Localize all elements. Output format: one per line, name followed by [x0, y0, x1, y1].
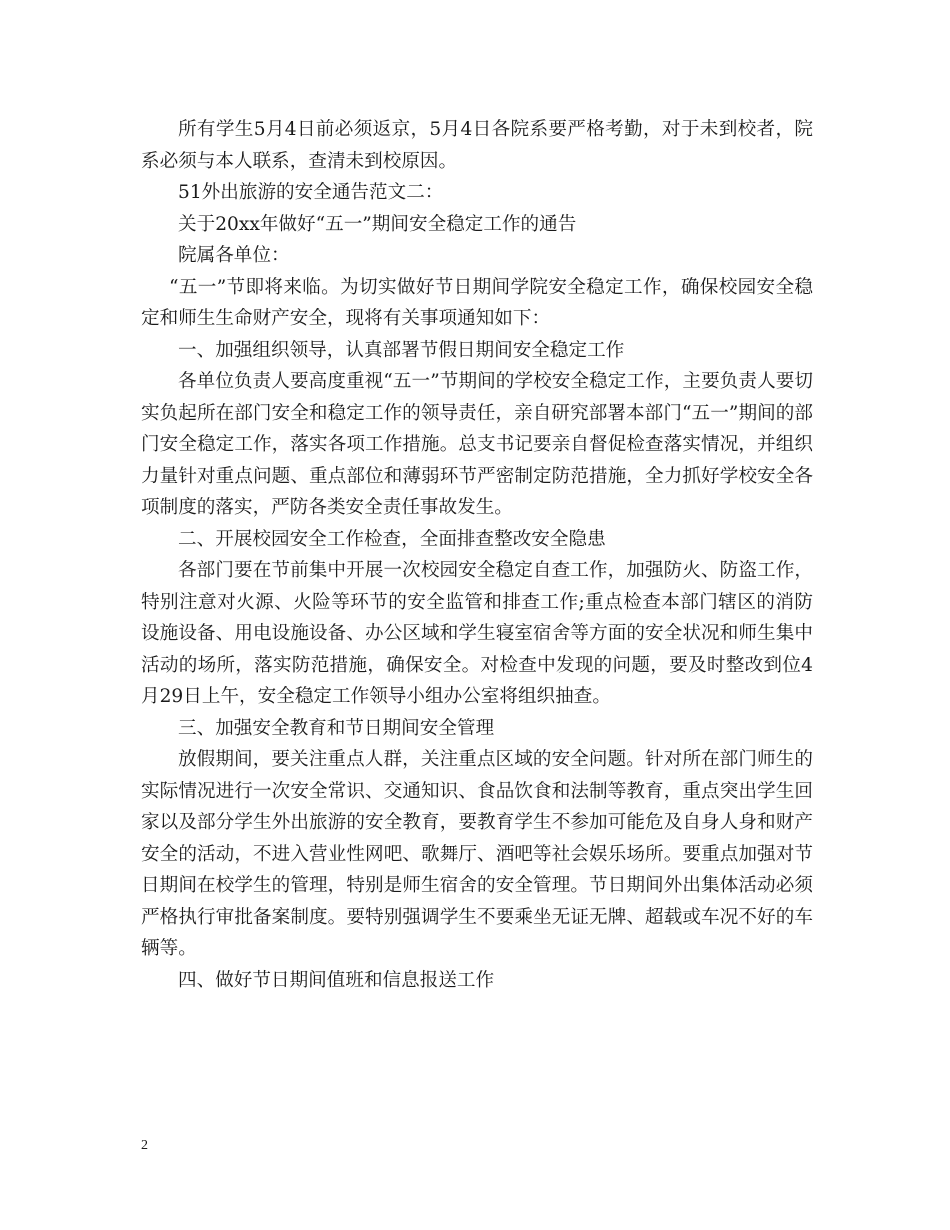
paragraph-return-notice: 所有学生5月4日前必须返京，5月4日各院系要严格考勤，对于未到校者，院系必须与本人联系，查清未到校原因。: [141, 119, 813, 172]
paragraph-section-three-body: 放假期间，要关注重点人群，关注重点区域的安全问题。针对所在部门师生的实际情况进行一次安全常识、交通知识、食品饮食和法制等教育，重点突出学生回家以及部分学生外出旅游的安全教育，要教育学生不参加可能危及自身人身和财产安全的活动，不进入营业性网吧、歌舞厅、酒吧等社会娱乐场所。要重点加强对节日期间在校学生的管理，特别是师生宿舍的安全管理。节日期间外出集体活动必须严格执行审批备案制度。要特别强调学生不要乘坐无证无牌、超载或车况不好的车辆等。: [141, 749, 813, 959]
page-number: 2: [141, 1138, 148, 1153]
paragraph-sample-two-heading: 51外出旅游的安全通告范文二：: [178, 182, 444, 203]
paragraph-section-two-body: 各部门要在节前集中开展一次校园安全稳定自查工作，加强防火、防盗工作，特别注意对火源、火险等环节的安全监管和排查工作;重点检查本部门辖区的消防设施设备、用电设施设备、办公区域和学生寝室宿舍等方面的安全状况和师生集中活动的场所，落实防范措施，确保安全。对检查中发现的问题，要及时整改到位4月29日上午，安全稳定工作领导小组办公室将组织抽查。: [141, 560, 813, 707]
section-heading-two: 二、开展校园安全工作检查，全面排查整改安全隐患: [178, 528, 606, 550]
section-heading-one: 一、加强组织领导，认真部署节假日期间安全稳定工作: [178, 339, 625, 361]
paragraph-notice-title: 关于20xx年做好“五一”期间安全稳定工作的通告: [178, 213, 577, 235]
section-heading-three: 三、加强安全教育和节日期间安全管理: [178, 717, 495, 739]
paragraph-addressee: 院属各单位：: [178, 245, 290, 266]
paragraph-section-one-body: 各单位负责人要高度重视“五一”节期间的学校安全稳定工作，主要负责人要切实负起所在部门安全和稳定工作的领导责任，亲自研究部署本部门“五一”期间的部门安全稳定工作，落实各项工作措施。总支书记要亲自督促检查落实情况，并组织力量针对重点问题、重点部位和薄弱环节严密制定防范措施，全力抓好学校安全各项制度的落实，严防各类安全责任事故发生。: [141, 371, 813, 518]
section-heading-four: 四、做好节日期间值班和信息报送工作: [178, 969, 495, 991]
paragraph-introduction: “五一”节即将来临。为切实做好节日期间学院安全稳定工作，确保校园安全稳定和师生生命财产安全，现将有关事项通知如下：: [141, 276, 813, 329]
document-body: [141, 114, 813, 996]
